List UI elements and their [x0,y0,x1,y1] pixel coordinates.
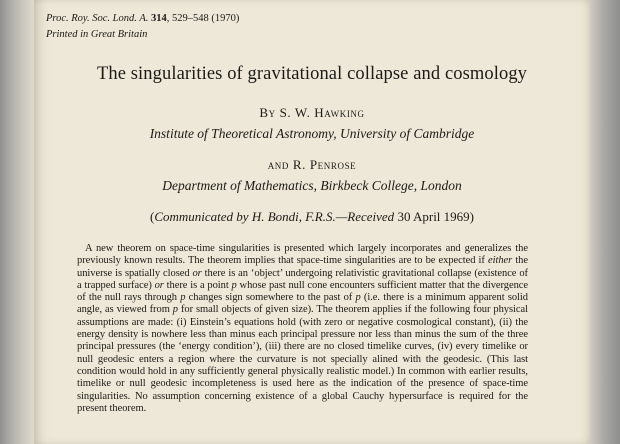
abstract-text-5: whose past null cone encounters sufficient matter that the divergence of the null rays through [77,279,528,304]
abstract-text-8: for small objects of given size). The theorem applies if the following four physical assumptions are made: (i) Einstein’s equations hold (with zero or negative cosmological constant), (ii) the energy density is nowhere less than minus each principal pressure nor less than minus the sum of the three principal pressures (the ‘energy condition’), (iii) there are no closed timelike curves, (iv) every timelike or null geodesic enters a region where the curvature is not specially alined with the geodesic. (This last condition would hold in any sufficiently general physically realistic model.) In common with earlier results, timelike or null geodesic incompleteness is used here as the indication of the presence of space-time singularities. No assumption concerning existence of a global Cauchy hypersurface is required for the present theorem. [77,304,528,414]
journal-volume: 314 [151,13,167,24]
author-hawking: S. W. Hawking [279,105,365,120]
affiliation-birkbeck: Department of Mathematics, Birkbeck College, London [162,178,462,193]
abstract-var-p-4: p [172,304,178,316]
received-date: 30 April 1969 [397,209,470,224]
abstract-text-4: there is a point [163,279,232,291]
abstract [77,243,528,415]
abstract-text-1: A new theorem on space-time singularities is presented which largely incorporates and generalizes the previously known results. The theorem implies that space-time singularities are to be expected if [77,243,528,267]
abstract-var-p-2: p [180,292,186,304]
journal-page [34,0,590,444]
abstract-text-3: there is an ‘object’ undergoing relativistic gravitational collapse (existence of a trapped surface) [77,267,528,291]
journal-series: A. [139,13,149,24]
printed-in: Printed in Great Britain [46,29,148,40]
abstract-var-p-3: p [355,292,361,304]
received-label: Received [347,209,395,224]
abstract-var-p-1: p [231,279,237,291]
abstract-or-2: or [154,279,164,291]
journal-year: (1970) [211,13,240,24]
communicator-name: H. Bondi, F.R.S. [251,209,336,224]
abstract-or-1: or [192,267,202,279]
journal-pages: 529–548 [172,13,209,24]
author-line-1 [34,105,590,121]
journal-name: Proc. Roy. Soc. Lond. [46,13,137,24]
abstract-either: either [488,255,513,267]
abstract-text-2: the universe is spatially closed [77,255,528,279]
and-label: and [267,157,290,172]
communicated-by-label: Communicated by [154,209,249,224]
journal-header [46,11,239,43]
author-line-2 [34,157,590,173]
by-label: By [259,105,276,120]
citation-line: Proc. Roy. Soc. Lond. A. 314, 529–548 (1970) [46,13,240,24]
communication-line: (Communicated by H. Bondi, F.R.S.—Received 30 April 1969) [149,209,475,224]
affiliation-cambridge: Institute of Theoretical Astronomy, University of Cambridge [149,126,475,141]
abstract-text-6: changes sign somewhere to the past of [185,292,356,304]
abstract-text-7: (i.e. there is a minimum apparent solid angle, as viewed from [77,292,528,316]
author-penrose: R. Penrose [292,157,357,172]
paper-title: The singularities of gravitational collapse and cosmology [96,64,528,84]
